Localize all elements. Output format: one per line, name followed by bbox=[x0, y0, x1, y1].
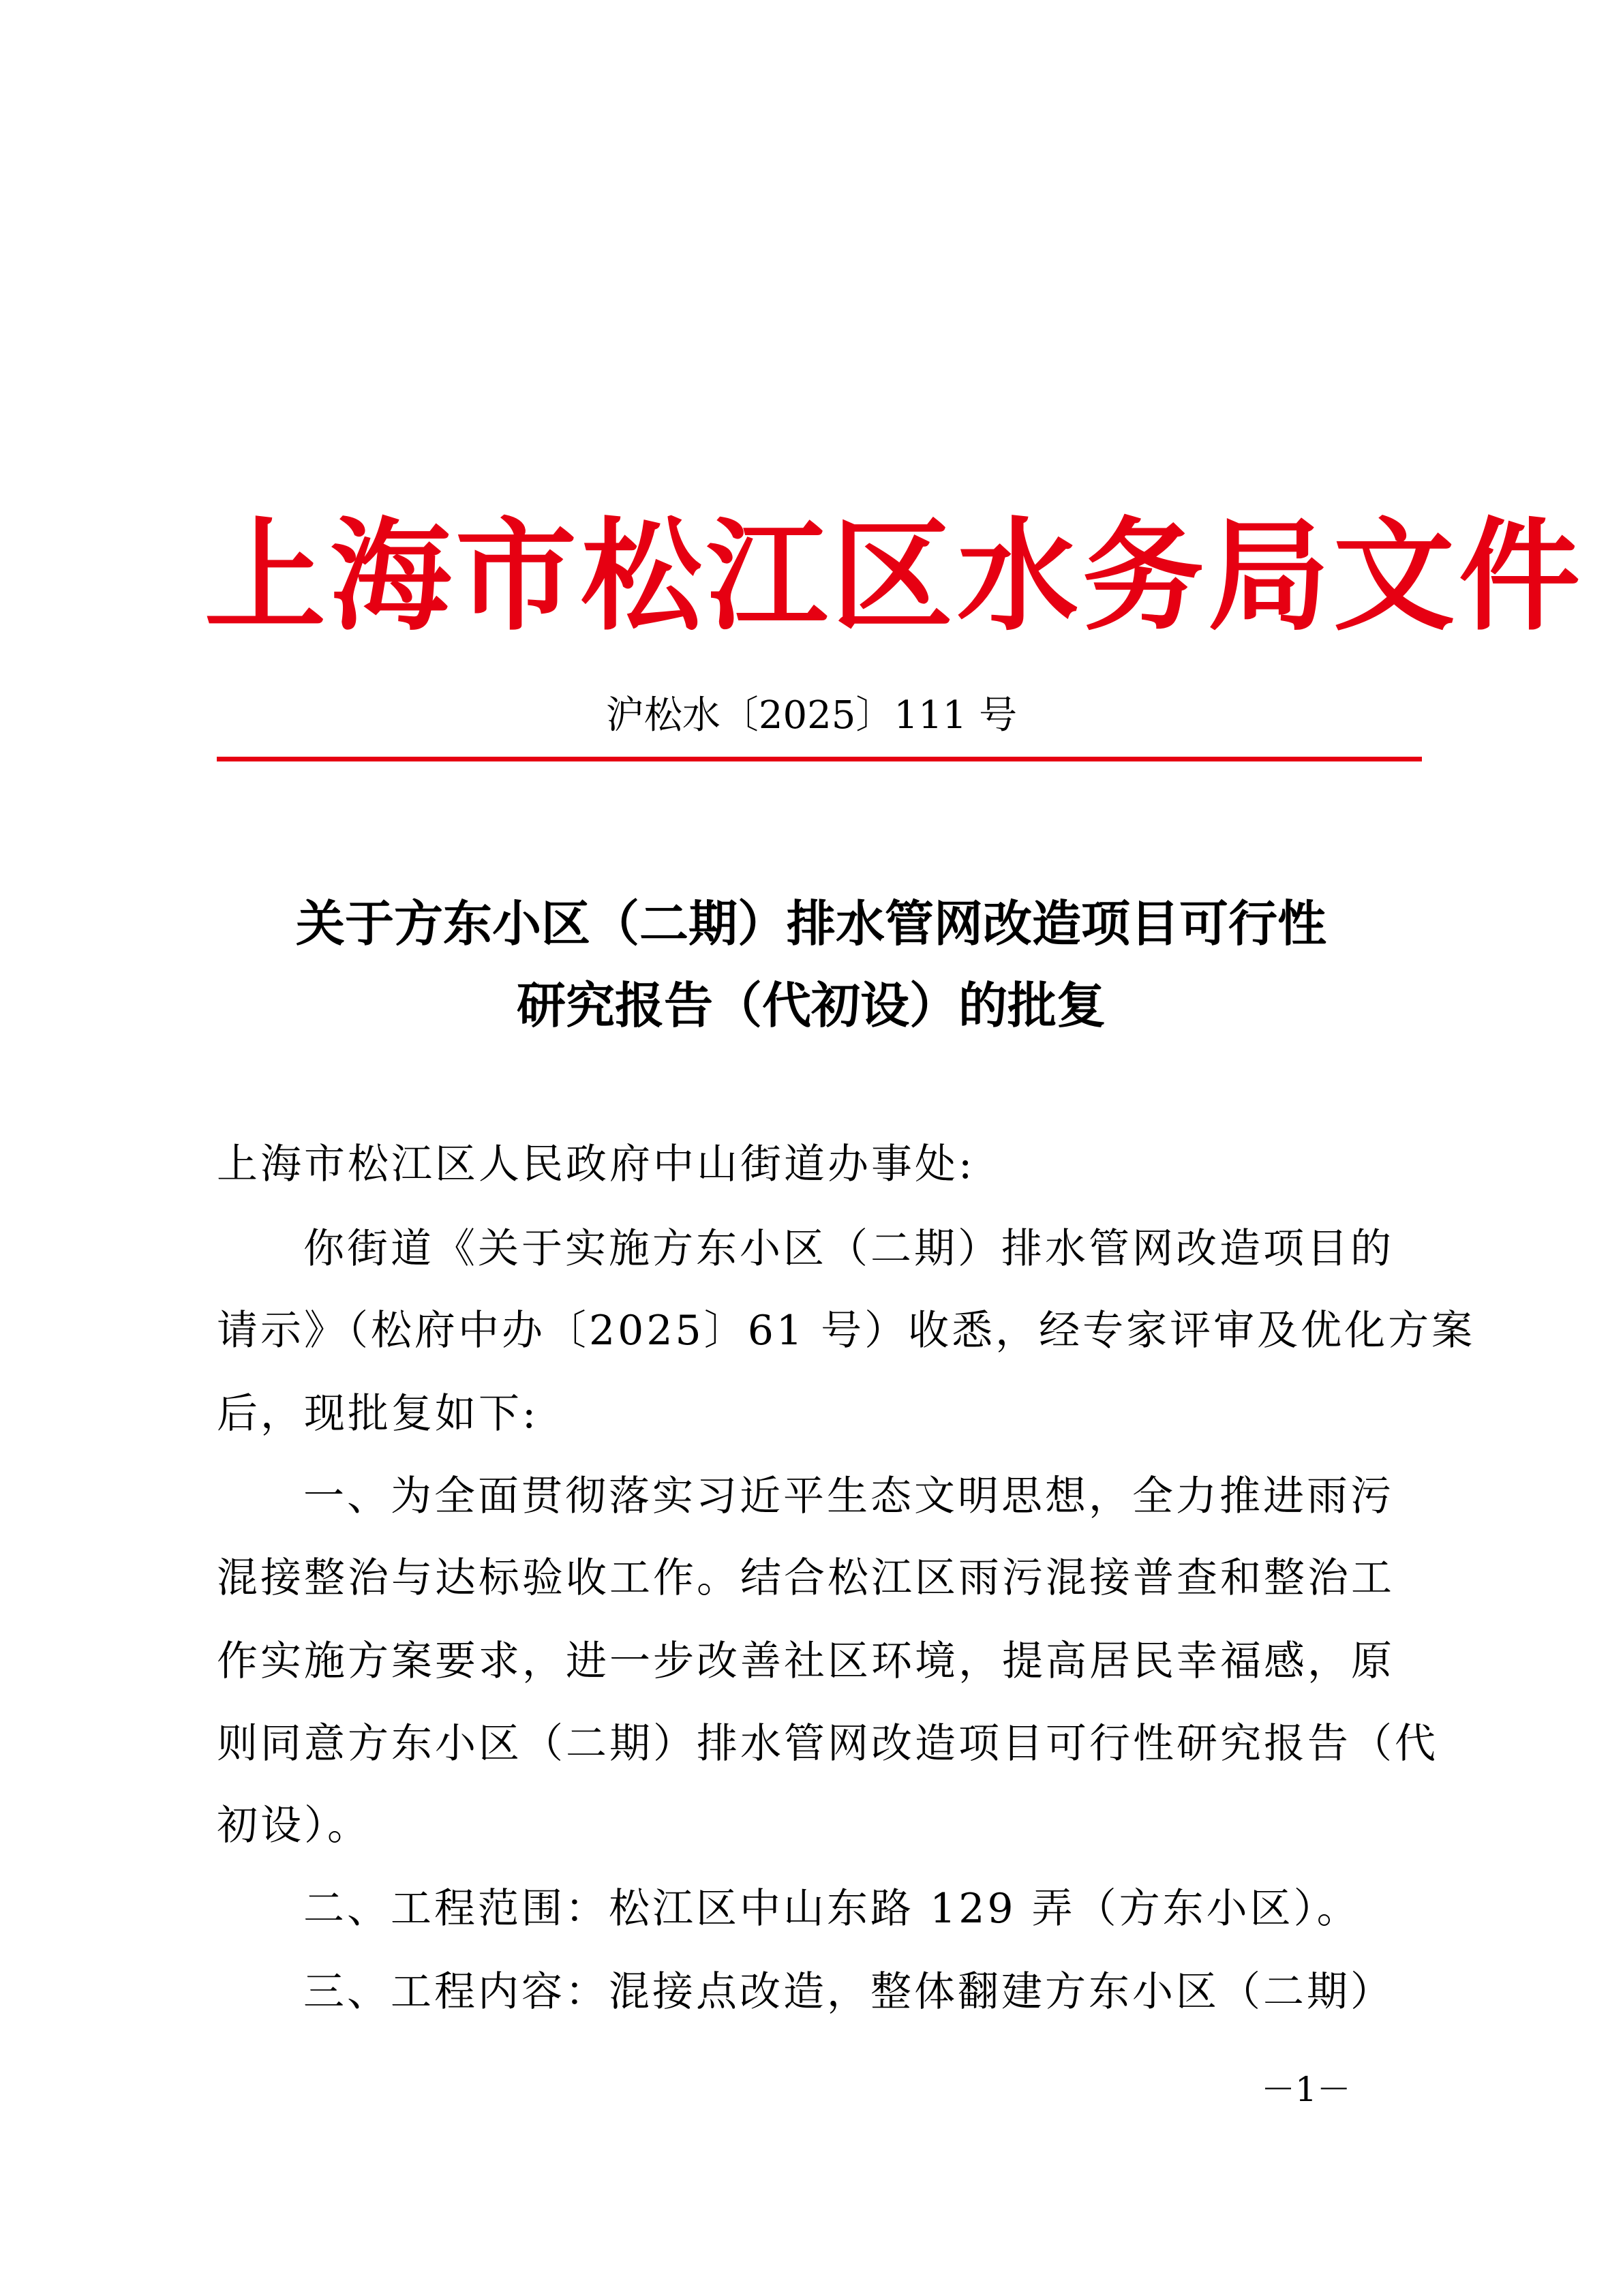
body-line: 你街道《关于实施方东小区（二期）排水管网改造项目的 bbox=[303, 1225, 1394, 1273]
body-line: 二、工程范围：松江区中山东路 129 弄（方东小区）。 bbox=[303, 1885, 1361, 1933]
page-number: －1－ bbox=[1261, 2070, 1351, 2109]
document-title-line-1: 关于方东小区（二期）排水管网改造项目可行性 bbox=[295, 894, 1326, 952]
body-line: 后，现批复如下: bbox=[217, 1390, 539, 1438]
body-line: 请示》（松府中办〔2025〕61 号）收悉，经专家评审及优化方案 bbox=[217, 1307, 1476, 1355]
issuer-header: 上海市松江区水务局文件 bbox=[204, 504, 1584, 647]
addressee: 上海市松江区人民政府中山街道办事处: bbox=[217, 1141, 975, 1188]
body-line: 初设）。 bbox=[217, 1802, 371, 1849]
body-line: 混接整治与达标验收工作。结合松江区雨污混接普查和整治工 bbox=[217, 1554, 1395, 1602]
document-title-line-2: 研究报告（代初设）的批复 bbox=[516, 976, 1106, 1034]
document-number: 沪松水〔2025〕111 号 bbox=[605, 693, 1018, 738]
body-line: 作实施方案要求，进一步改善社区环境，提高居民幸福感，原 bbox=[217, 1637, 1395, 1685]
body-line: 三、工程内容：混接点改造，整体翻建方东小区（二期） bbox=[303, 1968, 1394, 2016]
body-line: 则同意方东小区（二期）排水管网改造项目可行性研究报告（代 bbox=[217, 1720, 1438, 1768]
red-divider-line bbox=[217, 757, 1422, 761]
body-line: 一、为全面贯彻落实习近平生态文明思想，全力推进雨污 bbox=[303, 1472, 1394, 1520]
